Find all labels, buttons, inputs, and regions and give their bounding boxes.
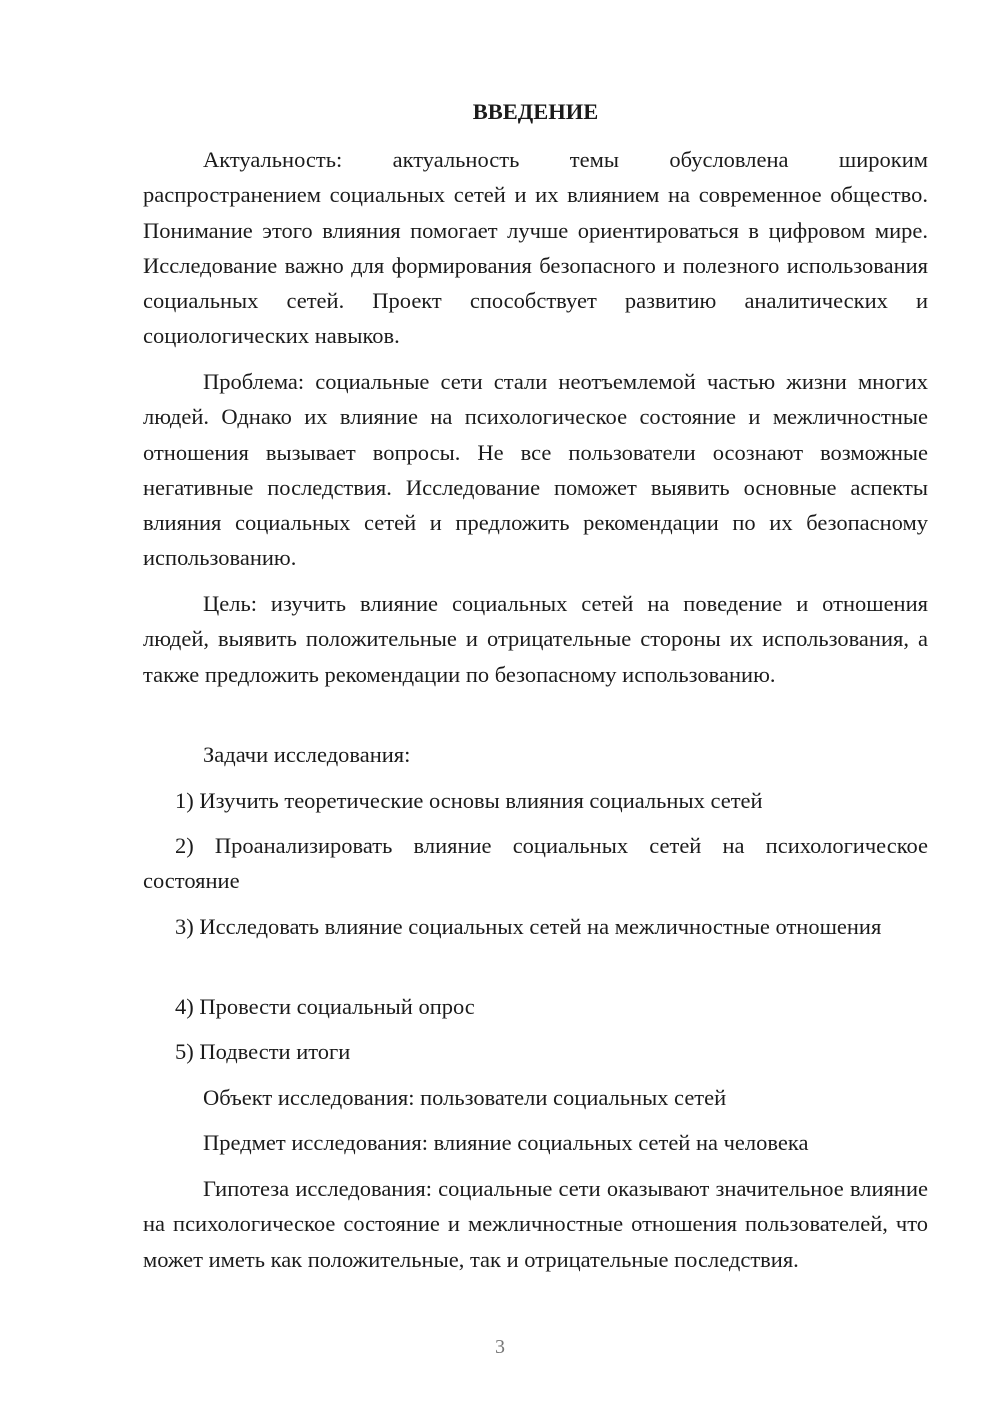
subject-paragraph: Предмет исследования: влияние социальных сетей на человека xyxy=(203,1130,809,1155)
hypothesis-paragraph: Гипотеза исследования: социальные сети оказывают значительное влияние на психологическое состояние и межличностные отношения пользователей, что может иметь как положительные, так и отрицательные последствия. xyxy=(143,1176,928,1272)
problem-paragraph: Проблема: социальные сети стали неотъемлемой частью жизни многих людей. Однако их влияние на психологическое состояние и межличностные отношения вызывает вопросы. Не все пользователи осознают возможные негативные последствия. Исследование поможет выявить основные аспекты влияния социальных сетей и предложить рекомендации по их безопасному использованию. xyxy=(143,369,928,571)
relevance-paragraph: Актуальность: актуальность темы обусловлена широким распространением социальных сетей и их влиянием на современное общество. Понимание этого влияния помогает лучше ориентироваться в цифровом мире. Исследование важно для формирования безопасного и полезного использования социальных сетей. Проект способствует развитию аналитических и социологических навыков. xyxy=(143,147,928,349)
object-paragraph: Объект исследования: пользователи социальных сетей xyxy=(203,1085,727,1110)
page-title: ВВЕДЕНИЕ xyxy=(472,99,599,124)
task-item-3: 3) Исследовать влияние социальных сетей на межличностные отношения xyxy=(175,914,882,939)
goal-paragraph: Цель: изучить влияние социальных сетей на поведение и отношения людей, выявить положительные и отрицательные стороны их использования, а также предложить рекомендации по безопасному использованию. xyxy=(143,591,928,687)
task-item-2: 2) Проанализировать влияние социальных сетей на психологическое состояние xyxy=(143,833,928,894)
tasks-heading: Задачи исследования: xyxy=(203,742,411,767)
page-number: 3 xyxy=(495,1336,505,1358)
task-item-1: 1) Изучить теоретические основы влияния социальных сетей xyxy=(175,788,763,813)
task-item-4: 4) Провести социальный опрос xyxy=(175,994,475,1019)
task-item-5: 5) Подвести итоги xyxy=(175,1039,351,1064)
